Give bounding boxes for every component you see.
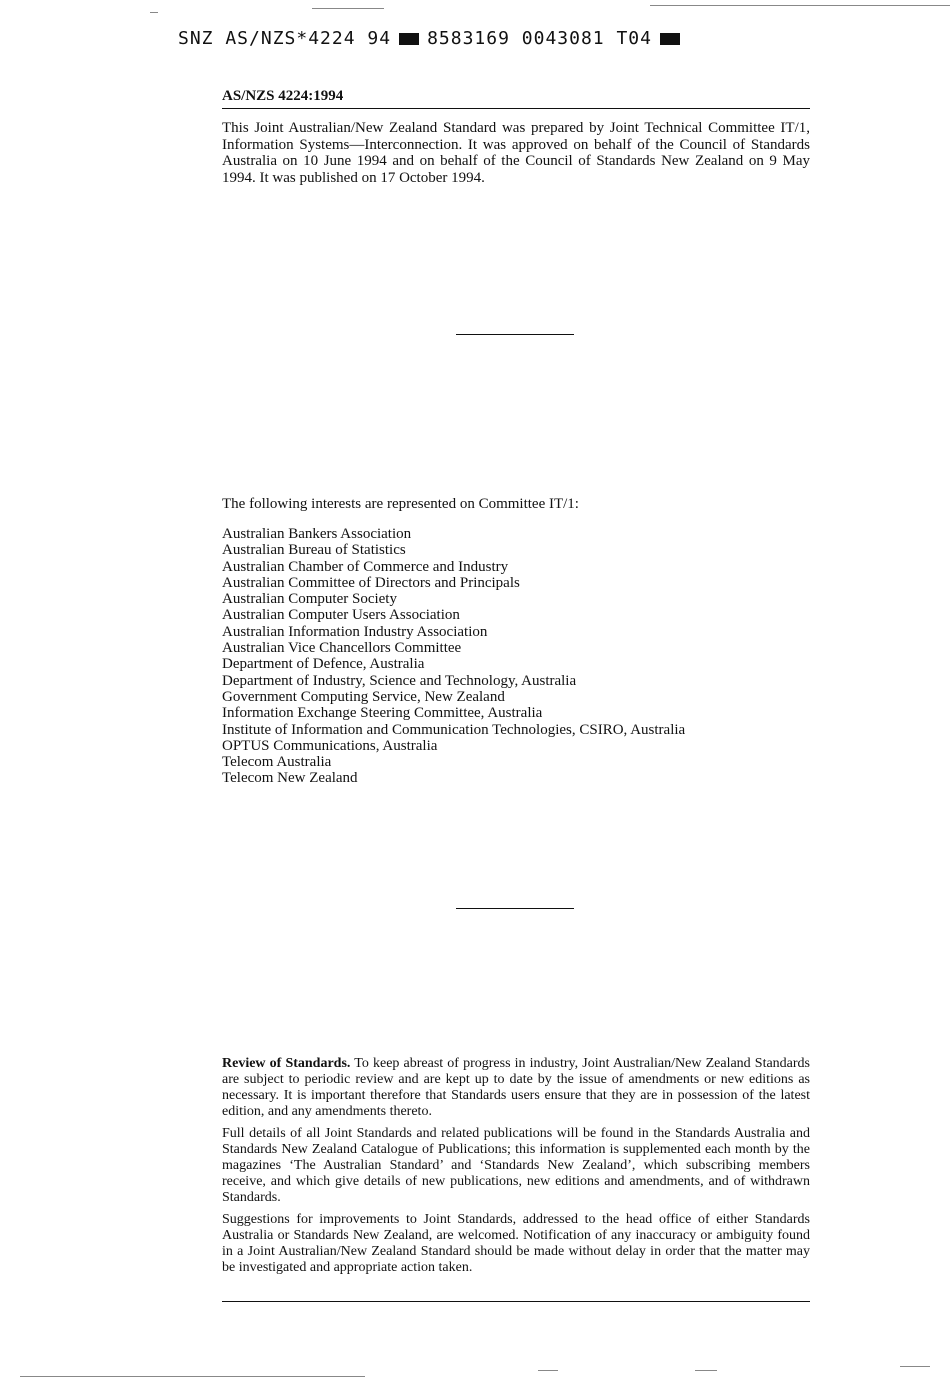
list-item: Information Exchange Steering Committee, Australia (222, 705, 543, 722)
interests-intro: The following interests are represented on Committee IT/1: (222, 496, 579, 512)
section-divider (456, 334, 574, 335)
section-divider (456, 908, 574, 909)
list-item: Government Computing Service, New Zealand (222, 688, 505, 705)
scan-mark (20, 1376, 365, 1377)
scan-mark (312, 8, 384, 9)
review-paragraph (222, 1056, 810, 1120)
scan-block-mark (660, 33, 680, 45)
list-item: Telecom Australia (222, 754, 332, 771)
review-paragraph: Full details of all Joint Standards and related publications will be found in the Standards Australia and Standards New Zealand Catalogue of Publications; this information is supplemented each month by the magazines ‘The Australian Standard’ and ‘Standards New Zealand’, which subscribing members receive, and which give details of new publications, new editions and amendments, and of withdrawn Standards. (222, 1126, 810, 1205)
scan-mark (538, 1370, 558, 1371)
list-item: Australian Bankers Association (222, 526, 412, 542)
scan-mark (695, 1370, 717, 1371)
list-item: Department of Defence, Australia (222, 656, 425, 673)
document-number: AS/NZS 4224:1994 (222, 88, 810, 109)
review-heading: Review of Standards. (222, 1056, 351, 1071)
list-item: Australian Chamber of Commerce and Industry (222, 558, 509, 575)
review-text: To keep abreast of progress in industry, Joint Australian/New Zealand Standards are subject to periodic review and are kept up to date by the issue of amendments or new editions as necessary. It is important therefore that Standards users ensure that they are in possession of the latest edition, and any amendments thereto. (222, 1056, 811, 1119)
review-of-standards (222, 1056, 810, 1282)
list-item: Australian Computer Society (222, 591, 397, 608)
preparation-statement: This Joint Australian/New Zealand Standard was prepared by Joint Technical Committee IT/1, Information Systems—Interconnection. It was approved on behalf of the Council of Standards Australia on 10 June 1994 and on behalf of the Council of Standards New Zealand on 9 May 1994. It was published on 17 October 1994. (222, 120, 810, 186)
scan-mark (650, 5, 950, 6)
list-item: Australian Vice Chancellors Committee (222, 640, 462, 657)
list-item: Australian Bureau of Statistics (222, 542, 406, 559)
list-item: Australian Computer Users Association (222, 607, 460, 624)
list-item: Telecom New Zealand (222, 770, 358, 787)
list-item: Australian Committee of Directors and Principals (222, 574, 520, 591)
list-item: Institute of Information and Communication Technologies, CSIRO, Australia (222, 721, 686, 738)
scan-header-left: SNZ AS/NZS*4224 94 (178, 28, 392, 49)
list-item: Australian Information Industry Association (222, 623, 488, 640)
review-paragraph: Suggestions for improvements to Joint Standards, addressed to the head office of either Standards Australia or Standards New Zealand, are welcomed. Notification of any inaccuracy or ambiguity found in a Joint Australian/New Zealand Standard should be made without delay in order that the matter may be investigated and appropriate action taken. (222, 1212, 810, 1275)
scan-header-middle: 8583169 0043081 T04 (427, 28, 652, 49)
scan-header (178, 28, 688, 49)
scan-block-mark (399, 33, 419, 45)
list-item: OPTUS Communications, Australia (222, 737, 438, 754)
scan-mark (900, 1366, 930, 1367)
interests-list (222, 526, 810, 787)
scan-mark (150, 12, 158, 13)
bottom-rule (222, 1301, 810, 1302)
list-item: Department of Industry, Science and Technology, Australia (222, 672, 577, 689)
